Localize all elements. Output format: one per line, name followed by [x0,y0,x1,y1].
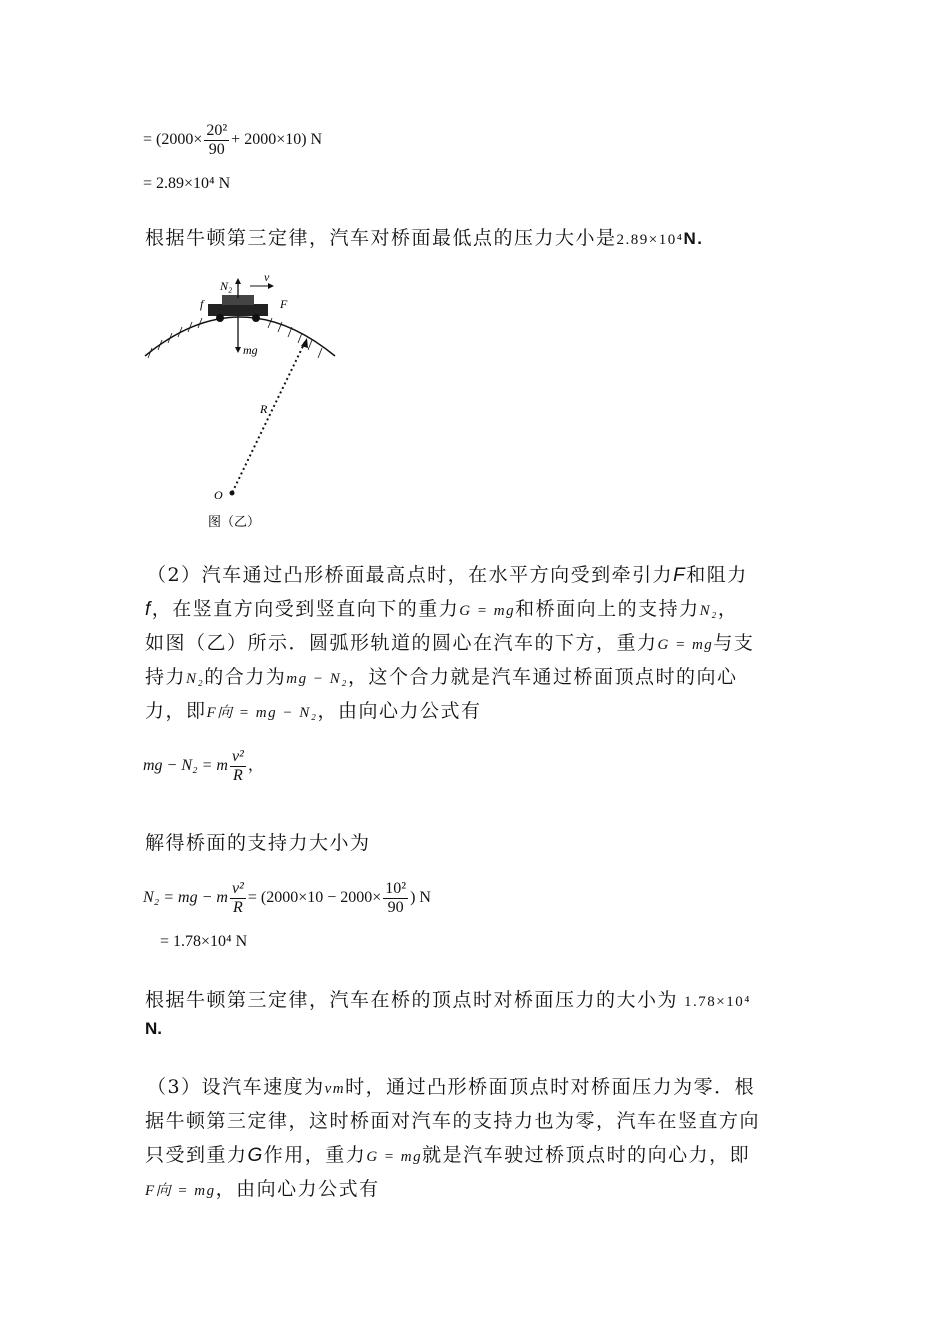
label-N2: N₂ [220,279,233,293]
eq2-tail: ， [247,757,264,775]
p2-l4b: 的合力为 [204,666,287,688]
p2-l5b: ，由向心力公式有 [317,700,482,722]
eq1-suffix: + 2000×10) N [231,131,323,149]
p4-l1b: 时，通过凸形桥面顶点时对桥面压力为零．根 [345,1076,756,1098]
p2-l2b: 和桥面向上的支持力 [515,598,700,620]
result-paragraph-2-unit: N. [145,1019,162,1038]
eq3-frac2-den: 90 [387,899,404,916]
eq3-mid: = (2000×10 − 2000× [247,889,382,907]
bridge-arc [145,317,335,356]
bridge-hatching [148,318,322,358]
eq2-lhs: mg − N₂ = m [143,757,228,775]
equation-2 [143,748,264,785]
result2-text: 根据牛顿第三定律，汽车在桥的顶点时对桥面压力的大小为 [145,989,679,1011]
p4-Gmg: G = mg [366,1149,423,1165]
p2-G: G = mg [459,603,516,619]
p2-l4c: ，这个合力就是汽车通过桥面顶点时的向心 [347,666,738,688]
result2-value: 1.78×10⁴ [684,994,751,1010]
p4-l3a: 只受到重力 [145,1144,248,1166]
label-O: O [214,488,223,502]
paragraph-2-line-5 [145,696,482,723]
eq3-frac2-num: 10² [385,880,407,897]
label-mg: mg [243,343,258,357]
label-F: F [280,297,288,311]
paragraph-2-line-2 [145,594,738,621]
paragraph-4-line-2: 据牛顿第三定律，这时桥面对汽车的支持力也为零，汽车在竖直方向 [145,1110,761,1132]
eq3-tail: ) N [410,889,431,907]
paragraph-2-line-3 [145,628,754,655]
p4-l4b: ，由向心力公式有 [215,1178,380,1200]
eq3-fraction-1 [230,880,246,917]
p2-l3G: G = mg [657,637,714,653]
label-v: v [264,270,270,284]
label-f: f [200,297,204,311]
eq3-lhs: N₂ = mg − m [143,889,228,907]
p4-G: G [247,1145,264,1166]
eq1-fraction [204,122,229,159]
eq1-frac-den: 90 [208,141,225,158]
paragraph-4-line-1 [147,1072,755,1099]
eq3-frac1-num: v² [231,880,244,897]
p2-l4N2: N₂ [186,671,205,687]
eq2-frac-num: v² [231,748,244,765]
p2-N2: N₂ [699,603,718,619]
result1-unit: N. [683,229,704,248]
radius-line [232,342,305,493]
p2-l3b: 与支 [713,632,755,654]
paragraph-4-line-4 [145,1174,380,1201]
result-paragraph-1 [145,223,703,250]
equation-1-line-1 [143,122,322,159]
label-R: R [260,402,268,416]
p4-l3b: 作用，重力 [263,1144,367,1166]
p4-l3c: 就是汽车驶过桥顶点时的向心力，即 [422,1144,751,1166]
p2-l2a: ，在竖直方向受到竖直向下的重力 [151,598,460,620]
eq3-frac1-den: R [233,899,243,916]
equation-3-line-1 [143,880,431,917]
equation-3-line-2: = 1.78×10⁴ N [160,933,248,950]
equation-1-line-2: = 2.89×10⁴ N [143,175,231,192]
paragraph-3: 解得桥面的支持力大小为 [145,832,371,854]
eq3-fraction-2 [383,880,408,917]
p4-l1a: （3）设汽车速度为 [147,1076,325,1098]
p4-F: F向 = mg [145,1183,216,1199]
p2-l2c: ， [717,598,739,620]
bridge-figure [140,268,350,538]
eq1-prefix: = (2000× [143,131,203,149]
p2-l1b: 和阻力 [686,564,748,586]
eq2-frac-den: R [233,767,243,784]
p2-l5a: 力，即 [145,700,207,722]
figure-caption: 图（乙） [208,515,261,530]
result-paragraph-2 [145,985,751,1012]
eq2-fraction [230,748,246,785]
p4-vm: vm [324,1081,346,1097]
p2-l5F: F向 = mg − N₂ [206,705,318,721]
result1-value: 2.89×10⁴ [616,232,684,248]
result1-text: 根据牛顿第三定律，汽车对桥面最低点的压力大小是 [145,227,617,249]
eq1-frac-num: 20² [206,122,228,139]
paragraph-4-line-3 [145,1140,750,1167]
p2-l4expr: mg − N₂ [286,671,348,687]
p2-l4a: 持力 [145,666,187,688]
p2-f: f [145,599,152,620]
p2-F: F [673,565,687,586]
p2-l1a: （2）汽车通过凸形桥面最高点时，在水平方向受到牵引力 [147,564,674,586]
p2-l3a: 如图（乙）所示．圆弧形轨道的圆心在汽车的下方，重力 [145,632,658,654]
paragraph-2-line-4 [145,662,737,689]
paragraph-2-line-1 [147,560,748,587]
